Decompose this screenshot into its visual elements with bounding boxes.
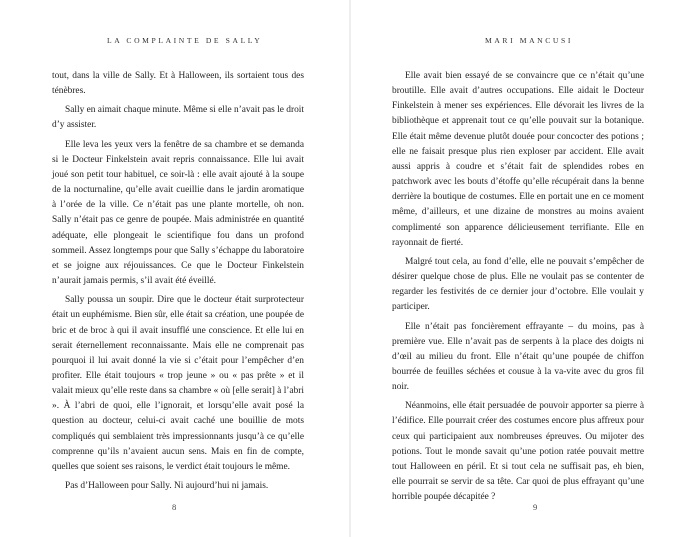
left-page-body xyxy=(52,69,304,494)
paragraph: Elle leva les yeux vers la fenêtre de sa chambre et se demanda si le Docteur Finkelstein avait repris connaissance. Elle lui avait joué son petit tour habituel, ce soir-là : elle avait ajouté à la soupe de la nocturnaline, qu’elle avait cueillie dans le jardin aromatique à l’orée de la ville. Ce n’était pas une plante mortelle, oh non. Sally n’était pas ce genre de poupée. Mais administrée en quantité adéquate, elle plongeait le scientifique fou dans un profond sommeil. Assez longtemps pour que Sally s’échappe du laboratoire et se joigne aux réjouissances. Ce que le Docteur Finkelstein n’aurait jamais permis, s’il avait été éveillé. xyxy=(52,139,304,287)
paragraph: Elle n’était pas foncièrement effrayante – du moins, pas à première vue. Elle n’avait pas de serpents à la place des doigts ni d’œil au milieu du front. Elle n’était qu’une poupée de chiffon bourrée de feuilles séchées et cousue à la va-vite avec du gros fil noir. xyxy=(392,321,644,393)
running-header-book-title: LA COMPLAINTE DE SALLY xyxy=(107,36,263,45)
paragraph: Malgré tout cela, au fond d’elle, elle ne pouvait s’empêcher de désirer quelque chose de plus. Elle ne voulait pas se contenter de regarder les festivités de ce dernier jour d’octobre. Elle voulait y participer. xyxy=(392,256,644,313)
right-page xyxy=(350,0,700,537)
page-number: 8 xyxy=(172,502,177,512)
paragraph: Sally poussa un soupir. Dire que le docteur était surprotecteur était un euphémisme. Bien sûr, elle était sa création, une poupée de bric et de broc à qui il avait insufflé une conscience. Et elle lui en serait éternellement reconnaissante. Mais elle ne comprenait pas pourquoi il lui avait donné la vie si c’était pour l’empêcher d’en profiter. Elle était toujours « trop jeune » ou « pas prête » et il valait mieux qu’elle reste dans sa chambre « où [elle serait] à l’abri ». À l’abri de quoi, elle l’ignorait, et lorsqu’elle avait posé la question au docteur, celui-ci avait caché une bouillie de mots compliqués qui semblaient très impressionnants jusqu’à ce qu’elle comprenne qu’ils n’avaient aucun sens. Mais en fin de compte, quelles que soient ses raisons, le verdict était toujours le même. xyxy=(52,295,304,472)
paragraph: Néanmoins, elle était persuadée de pouvoir apporter sa pierre à l’édifice. Elle pourrait créer des costumes encore plus affreux pour ceux qui participaient aux nombreuses épreuves. Ou mijoter des potions. Tout le monde savait qu’une potion ratée pouvait mettre tout Halloween en péril. Et si tout cela ne suffisait pas, eh bien, elle pourrait se servir de sa tête. Car quoi de plus effrayant qu’une horrible poupée décapitée ? xyxy=(392,401,644,503)
paragraph: Sally en aimait chaque minute. Même si elle n’avait pas le droit d’y assister. xyxy=(52,105,304,131)
paragraph: Pas d’Halloween pour Sally. Ni aujourd’hui ni jamais. xyxy=(65,481,269,492)
paragraph: tout, dans la ville de Sally. Et à Halloween, ils sortaient tous des ténèbres. xyxy=(52,71,304,97)
right-page-body xyxy=(392,69,644,505)
running-header-author: MARI MANCUSI xyxy=(485,36,573,45)
page-number: 9 xyxy=(533,502,538,512)
paragraph: Elle avait bien essayé de se convaincre que ce n’était qu’une broutille. Elle avait d’autres occupations. Elle aidait le Docteur Finkelstein à mener ses expériences. Elle dévorait les livres de la bibliothèque et apprenait tout ce qu’elle pouvait sur la botanique. Elle était même devenue plutôt douée pour concocter des potions ; elle ne faisait presque plus rien exploser par accident. Elle avait aussi appris à coudre et s’était fait de splendides robes en patchwork avec les bouts d’étoffe qu’elle récupérait dans la benne derrière la boutique de costumes. Elle en portait une en ce moment même, d’ailleurs, et une dizaine de monstres au moins avaient complimenté son apparence délicieusement terrifiante. Elle en rayonnait de fierté. xyxy=(392,71,644,248)
